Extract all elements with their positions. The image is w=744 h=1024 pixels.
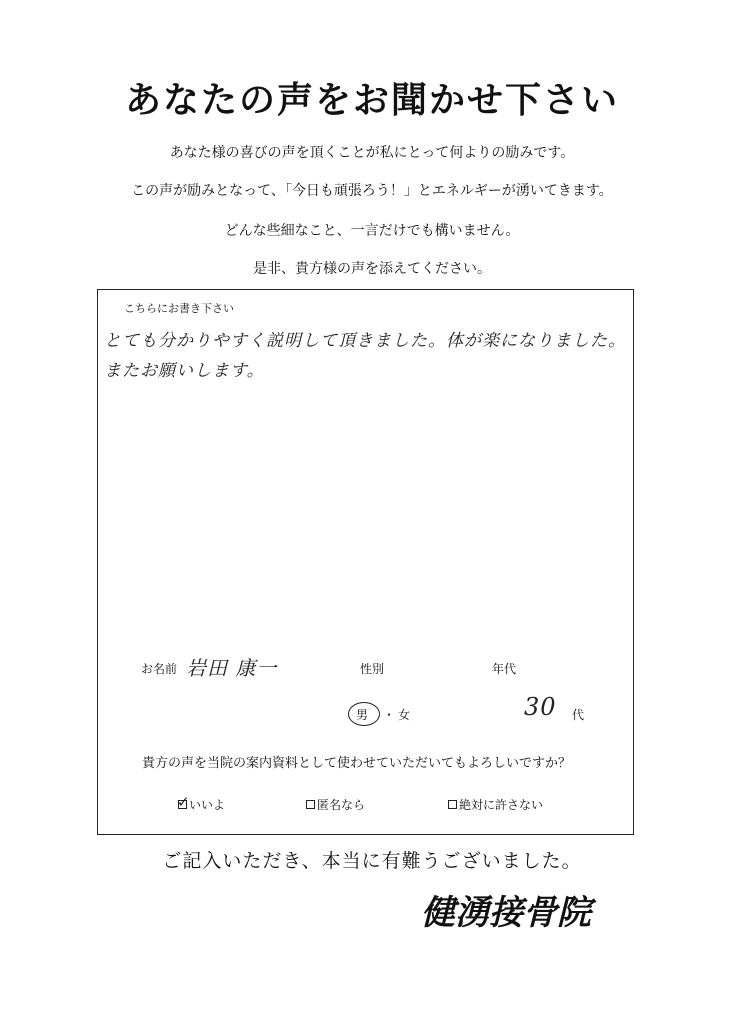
- consent-question: 貴方の声を当院の案内資料として使わせていただいてもよろしいですか？: [142, 756, 572, 771]
- clinic-stamp-text: 健湧接骨院: [421, 893, 591, 933]
- option-never[interactable]: [448, 796, 543, 813]
- checkbox-anonymous[interactable]: [306, 800, 315, 809]
- form-hint: こちらにお書き下さい: [124, 302, 234, 315]
- gender-label: 性別: [360, 662, 385, 676]
- option-ok[interactable]: [177, 793, 226, 813]
- option-anonymous[interactable]: [306, 796, 365, 813]
- name-label: お名前: [141, 662, 178, 676]
- handwritten-comment-line-1[interactable]: とても分かりやすく説明して頂きました。体が楽になりました。: [104, 331, 626, 351]
- age-value[interactable]: 30: [524, 693, 557, 721]
- name-value[interactable]: 岩田 康一: [186, 656, 278, 680]
- gender-separator: ・: [383, 708, 396, 722]
- age-suffix: 代: [572, 708, 585, 722]
- gender-male-option[interactable]: 男: [356, 708, 369, 722]
- check-mark-icon: ✓: [177, 793, 190, 811]
- handwritten-comment-line-2[interactable]: またお願いします。: [104, 361, 265, 381]
- option-ok-label: いいよ: [189, 798, 226, 812]
- intro-line-2: この声が励みとなって、「今日も頑張ろう！」とエネルギーが湧いてきます。: [131, 183, 613, 199]
- intro-line-4: 是非、貴方様の声を添えてください。: [253, 261, 491, 277]
- intro-line-3: どんな些細なこと、一言だけでも構いません。: [224, 223, 520, 239]
- checkbox-ok[interactable]: [177, 793, 190, 811]
- intro-line-1: あなた様の喜びの声を頂くことが私にとって何よりの励みです。: [169, 145, 575, 161]
- feedback-form-box: [97, 289, 634, 835]
- thanks-message: ご記入いただき、本当に有難うございました。: [162, 850, 582, 872]
- clinic-stamp-logo: [396, 886, 616, 936]
- option-anonymous-label: 匿名なら: [317, 798, 366, 812]
- option-never-label: 絶対に許さない: [459, 798, 544, 812]
- gender-female-option[interactable]: 女: [398, 708, 411, 722]
- page-title: あなたの声をお聞かせ下さい: [124, 80, 619, 121]
- age-label: 年代: [492, 662, 517, 676]
- checkbox-never[interactable]: [448, 800, 457, 809]
